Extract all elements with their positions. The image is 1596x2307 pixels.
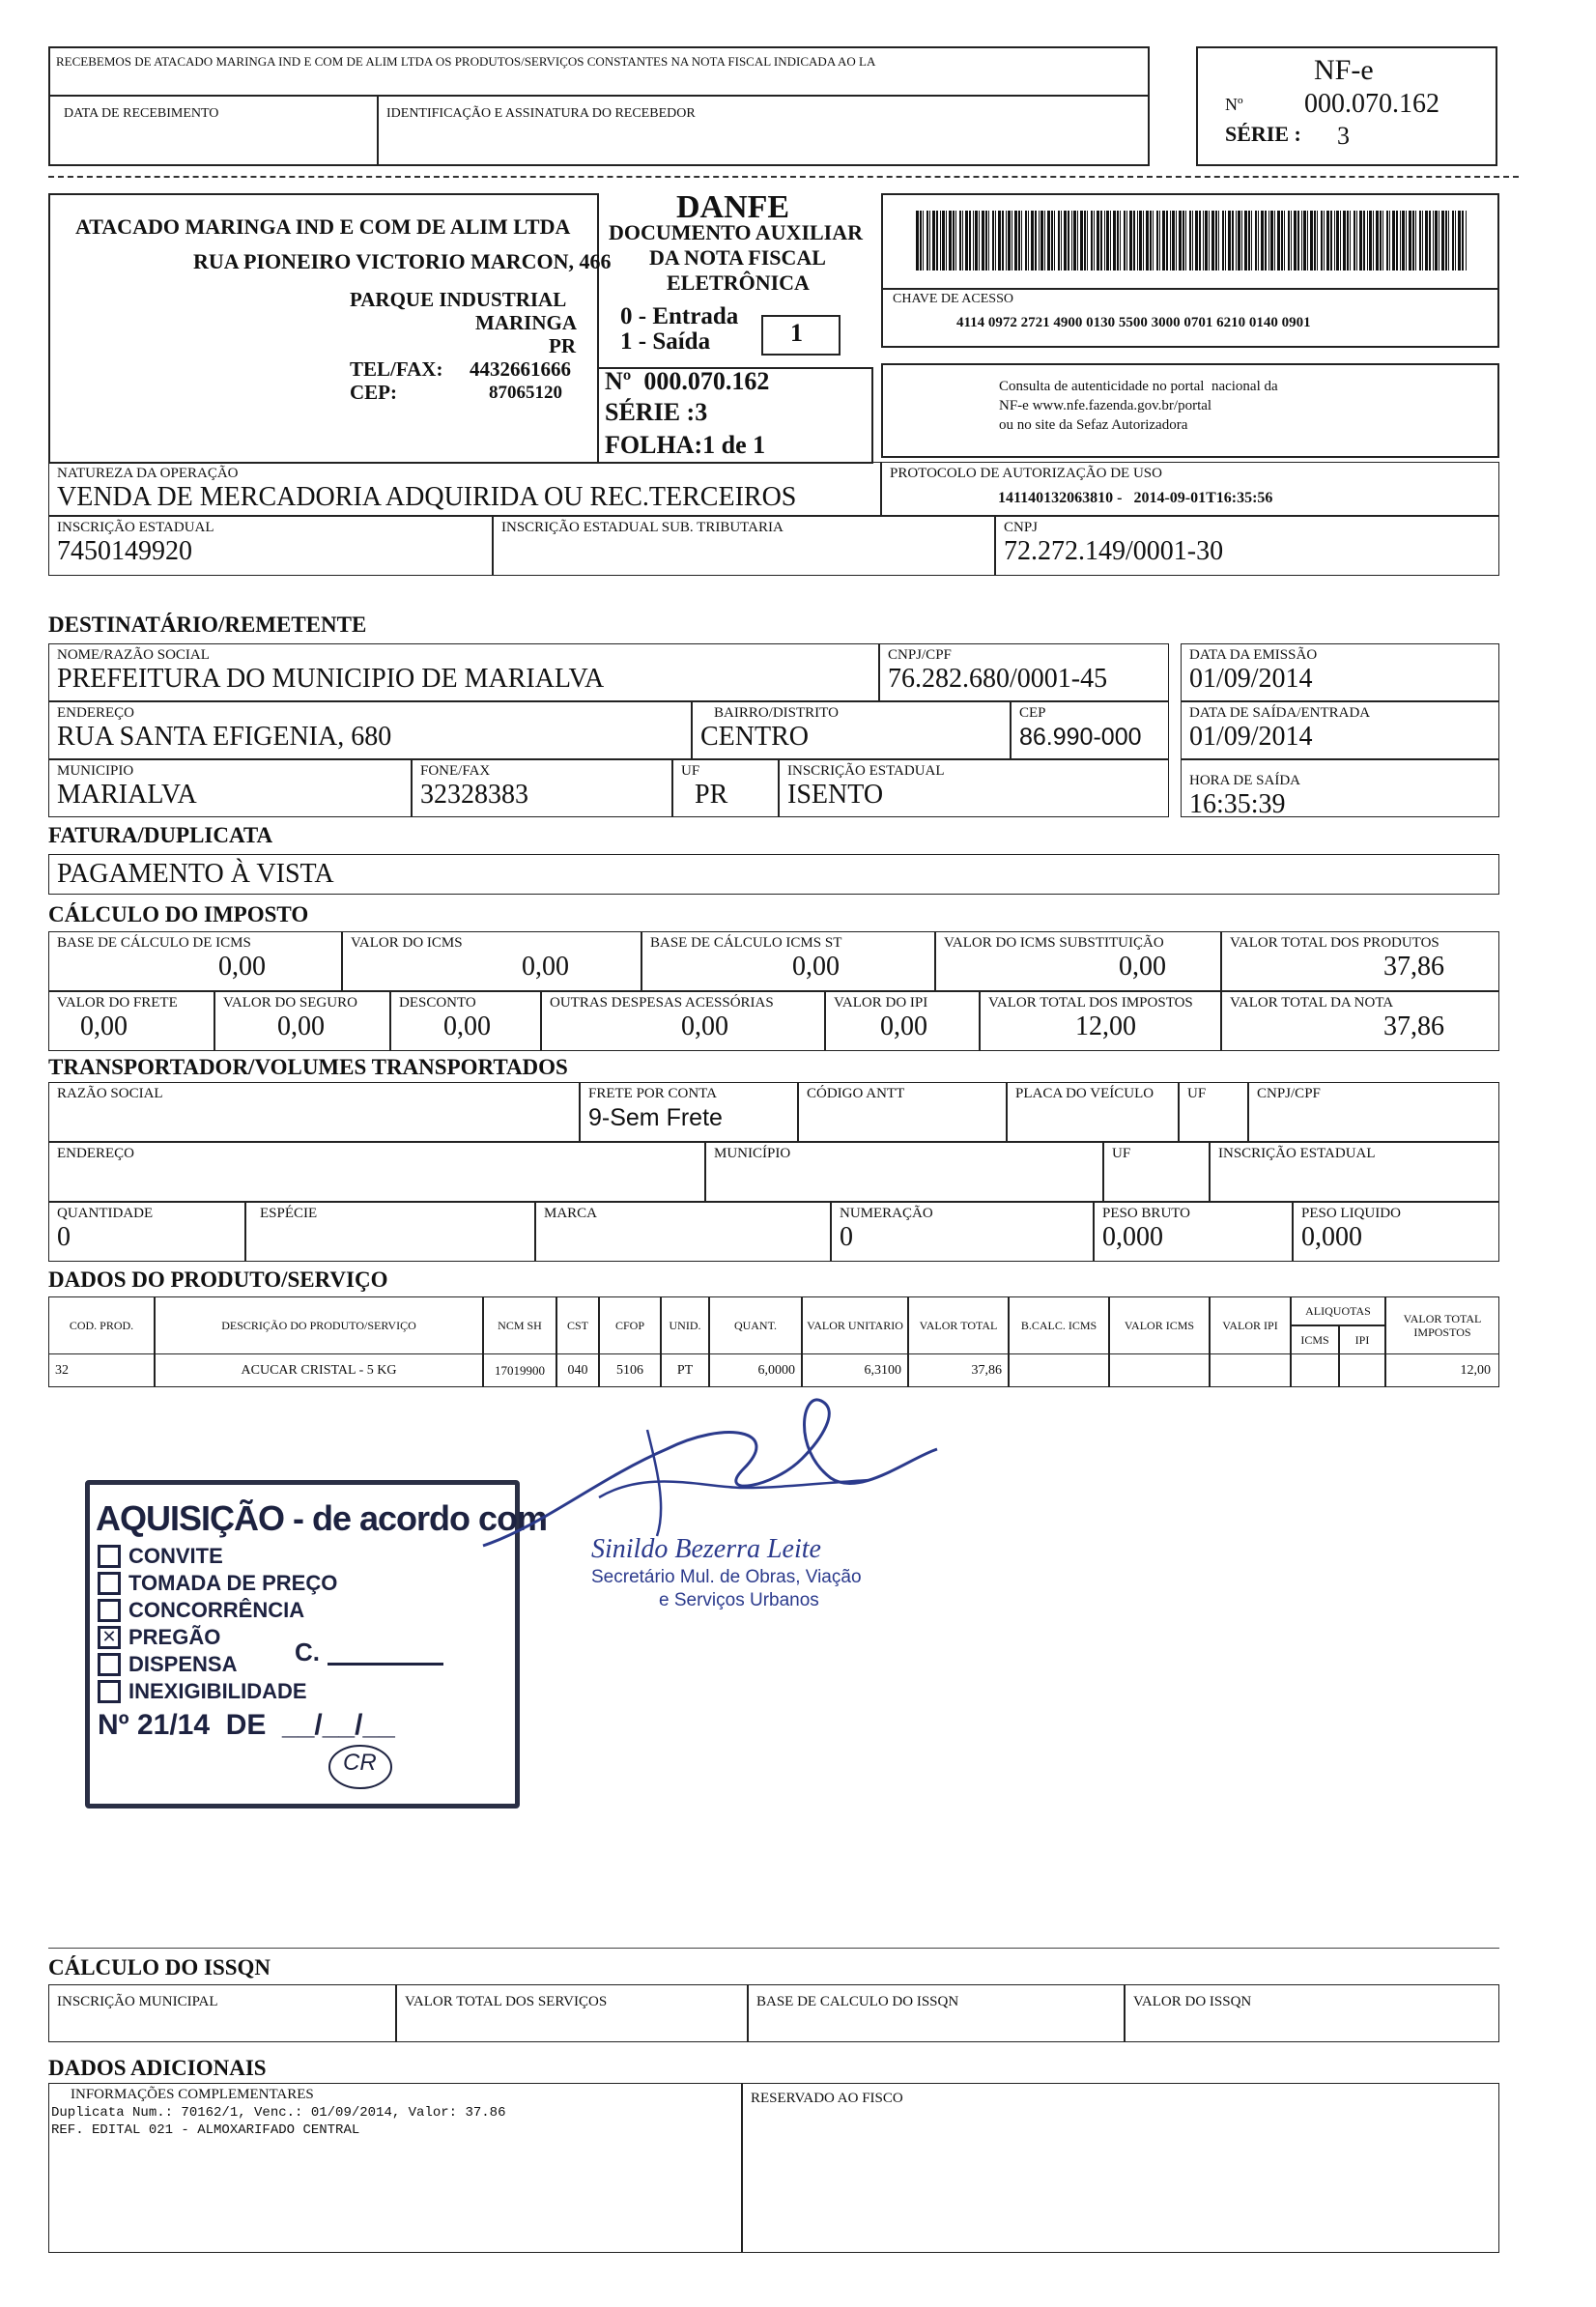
dest-nome-cell [48,643,879,701]
issqn-bc-cell [748,1984,1125,2042]
canhoto-divider [48,95,1150,97]
transp-marca-cell [535,1202,831,1262]
outras-cell [541,991,825,1051]
dest-emissao: 01/09/2014 [1189,664,1313,694]
signature-scribble [454,1391,956,1555]
fatura-section-title: FATURA/DUPLICATA [48,823,273,847]
transp-peso-bruto-label: PESO BRUTO [1102,1206,1190,1221]
frete-cell [48,991,214,1051]
danfe-tipo: 1 [790,319,803,347]
hdr-aliq: ALIQUOTAS [1291,1296,1385,1325]
danfe-box-line [599,367,873,464]
reservado-fisco-cell [742,2083,1499,2253]
ie-value: 7450149920 [57,536,192,566]
transp-uf2-label: UF [1112,1146,1131,1161]
dest-cnpj-cell [879,643,1169,701]
transp-frete-cell [580,1082,798,1142]
tot-nota-cell [1221,991,1499,1051]
desconto-label: DESCONTO [399,995,476,1011]
transp-peso-liq: 0,000 [1301,1222,1362,1252]
stamp-options [98,1543,337,1705]
checkbox-icon [98,1680,121,1703]
dest-bairro: CENTRO [700,722,809,752]
destinatario-section-title: DESTINATÁRIO/REMETENTE [48,612,367,637]
hdr-desc: DESCRIÇÃO DO PRODUTO/SERVIÇO [155,1296,483,1354]
v-prod-cell [1221,931,1499,991]
danfe-saida: 1 - Saída [620,328,711,355]
bc-icms: 0,00 [218,952,266,982]
imposto-section-title: CÁLCULO DO IMPOSTO [48,902,309,926]
hdr-cfop: CFOP [599,1296,661,1354]
dest-saida-cell [1181,701,1499,759]
natureza-value: VENDA DE MERCADORIA ADQUIRIDA OU REC.TERCEIROS [57,482,797,512]
tot-imp: 12,00 [1075,1011,1136,1041]
dest-fone-label: FONE/FAX [420,763,491,779]
barcode-divider [881,288,1499,290]
emitente-cidade: MARINGA [475,311,577,334]
transp-numeracao: 0 [840,1222,853,1252]
cut-line [48,176,1519,178]
dest-uf: PR [695,780,728,810]
row-vipi [1210,1354,1291,1387]
hdr-unid: UNID. [661,1296,709,1354]
seguro: 0,00 [277,1011,325,1041]
tot-imp-cell [980,991,1221,1051]
issqn-top-line [48,1948,1499,1949]
stamp-option-label: PREGÃO [128,1625,221,1649]
transp-especie-label: ESPÉCIE [260,1206,318,1221]
transp-numeracao-label: NUMERAÇÃO [840,1206,933,1221]
v-st-label: VALOR DO ICMS SUBSTITUIÇÃO [944,935,1164,951]
v-icms: 0,00 [522,952,569,982]
v-icms-label: VALOR DO ICMS [351,935,463,951]
stamp-initials: CR [343,1750,377,1776]
v-icms-cell [342,931,641,991]
emitente-telfax: 4432661666 [470,357,571,381]
bc-st: 0,00 [792,952,840,982]
signatory-role-1: Secretário Mul. de Obras, Viação [591,1567,862,1587]
hdr-cst: CST [556,1296,599,1354]
consulta-line1: Consulta de autenticidade no portal nacional da [999,379,1278,394]
tot-nota: 37,86 [1383,1011,1444,1041]
dest-uf-cell [672,759,779,817]
transp-peso-liq-label: PESO LIQUIDO [1301,1206,1401,1221]
outras-label: OUTRAS DESPESAS ACESSÓRIAS [550,995,774,1011]
chave-value: 4114 0972 2721 4900 0130 5500 3000 0701 6210 0140 0901 [956,315,1311,330]
v-prod-label: VALOR TOTAL DOS PRODUTOS [1230,935,1439,951]
fatura-value: PAGAMENTO À VISTA [57,859,334,889]
cnpj-cell [995,516,1499,576]
dest-endereco-cell [48,701,692,759]
stamp-c-label: C. [295,1638,320,1666]
dest-cep: 86.990-000 [1019,724,1142,751]
transp-razao-cell [48,1082,580,1142]
dest-ie-cell [779,759,1169,817]
v-st: 0,00 [1119,952,1166,982]
ie-label: INSCRIÇÃO ESTADUAL [57,520,214,535]
row-aliq-ipi [1339,1354,1385,1387]
consulta-line3: ou no site da Sefaz Autorizadora [999,417,1188,433]
row-ncm: 17019900 [483,1354,556,1387]
stamp-title: AQUISIÇÃO - de acordo com [96,1498,548,1538]
hdr-vunit: VALOR UNITARIO [802,1296,908,1354]
info-complementares-label: INFORMAÇÕES COMPLEMENTARES [71,2087,314,2102]
row-quant: 6,0000 [709,1354,802,1387]
produtos-section-title: DADOS DO PRODUTO/SERVIÇO [48,1267,388,1292]
stamp-option [98,1543,337,1570]
transp-especie-cell [245,1202,535,1262]
chave-label: CHAVE DE ACESSO [893,292,1013,306]
signatory-role-2: e Serviços Urbanos [659,1590,819,1610]
bc-icms-label: BASE DE CÁLCULO DE ICMS [57,935,251,951]
row-desc: ACUCAR CRISTAL - 5 KG [155,1354,483,1387]
row-vtotal: 37,86 [908,1354,1009,1387]
ipi: 0,00 [880,1011,927,1041]
row-cfop: 5106 [599,1354,661,1387]
consulta-line2: NF-e www.nfe.fazenda.gov.br/portal [999,398,1212,413]
nfe-num: 000.070.162 [1304,89,1439,119]
stamp-option-label: TOMADA DE PREÇO [128,1571,338,1595]
transp-cnpj-cell [1248,1082,1499,1142]
danfe-numero: Nº 000.070.162 [605,367,770,395]
transp-uf-cell [1179,1082,1248,1142]
transp-razao-label: RAZÃO SOCIAL [57,1086,163,1101]
hdr-ncm: NCM SH [483,1296,556,1354]
transp-qtd-label: QUANTIDADE [57,1206,154,1221]
dest-saida-label: DATA DE SAÍDA/ENTRADA [1189,705,1371,721]
dest-uf-label: UF [681,763,700,779]
hdr-cod: COD. PROD. [48,1296,155,1354]
natureza-cell [48,462,881,516]
issqn-v-cell [1125,1984,1499,2042]
ipi-label: VALOR DO IPI [834,995,928,1011]
hdr-quant: QUANT. [709,1296,802,1354]
dest-ie: ISENTO [787,780,884,810]
dest-hora: 16:35:39 [1189,789,1286,819]
nfe-title: NF-e [1314,54,1374,86]
seguro-label: VALOR DO SEGURO [223,995,357,1011]
dest-endereco-label: ENDEREÇO [57,705,134,721]
hdr-vicms: VALOR ICMS [1109,1296,1210,1354]
emitente-cep: 87065120 [489,383,562,403]
checked-box-icon: ✕ [98,1626,121,1649]
dest-emissao-label: DATA DA EMISSÃO [1189,647,1318,663]
emitente-uf: PR [549,334,576,357]
checkbox-icon [98,1599,121,1622]
canhoto-text: RECEBEMOS DE ATACADO MARINGA IND E COM DE ALIM LTDA OS PRODUTOS/SERVIÇOS CONSTANTES NA NOTA FISCAL INDICADA AO LA [56,54,876,69]
bc-st-cell [641,931,935,991]
stamp-option-label: DISPENSA [128,1652,238,1676]
emitente-telfax-label: TEL/FAX: [350,357,443,381]
stamp-option-label: CONCORRÊNCIA [128,1598,305,1622]
transp-marca-label: MARCA [544,1206,598,1221]
row-bcalc [1009,1354,1109,1387]
info-complementares-cell [48,2083,742,2253]
dest-cnpj-label: CNPJ/CPF [888,647,952,663]
row-unid: PT [661,1354,709,1387]
transp-ie-label: INSCRIÇÃO ESTADUAL [1218,1146,1376,1161]
transp-frete-label: FRETE POR CONTA [588,1086,717,1101]
issqn-vserv-label: VALOR TOTAL DOS SERVIÇOS [405,1994,608,2009]
emitente-rua: RUA PIONEIRO VICTORIO MARCON, 466 [193,249,612,273]
hdr-vipi: VALOR IPI [1210,1296,1291,1354]
dest-saida: 01/09/2014 [1189,722,1313,752]
stamp-numero: Nº 21/14 DE __/__/__ [98,1709,395,1741]
ie-st-cell [493,516,995,576]
stamp-c-line [328,1663,443,1666]
transp-uf-label: UF [1187,1086,1207,1101]
transp-cnpj-label: CNPJ/CPF [1257,1086,1321,1101]
issqn-bc-label: BASE DE CALCULO DO ISSQN [756,1994,959,2009]
dest-endereco: RUA SANTA EFIGENIA, 680 [57,722,392,752]
stamp-option-label: CONVITE [128,1544,223,1568]
transp-endereco-cell [48,1142,705,1202]
access-key-barcode [916,211,1467,271]
canhoto-divider-v [377,95,379,166]
frete: 0,00 [80,1011,128,1041]
bc-st-label: BASE DE CÁLCULO ICMS ST [650,935,842,951]
stamp-option [98,1678,337,1705]
transp-endereco-label: ENDEREÇO [57,1146,134,1161]
row-vtotimp: 12,00 [1385,1354,1499,1387]
nfe-serie-label: SÉRIE : [1225,122,1301,146]
v-prod: 37,86 [1383,952,1444,982]
data-recebimento-label: DATA DE RECEBIMENTO [64,106,219,121]
hdr-aliq-icms: ICMS [1291,1325,1339,1354]
dest-fone-cell [412,759,672,817]
hdr-bcalc: B.CALC. ICMS [1009,1296,1109,1354]
danfe-line3: ELETRÔNICA [667,271,810,295]
dest-nome: PREFEITURA DO MUNICIPIO DE MARIALVA [57,664,605,694]
stamp-option-label: INEXIGIBILIDADE [128,1679,307,1703]
hdr-vtotimp: VALOR TOTAL IMPOSTOS [1385,1296,1499,1354]
cnpj-value: 72.272.149/0001-30 [1004,536,1224,566]
issqn-im-cell [48,1984,396,2042]
emitente-bairro: PARQUE INDUSTRIAL [350,288,567,311]
stamp-option [98,1570,337,1597]
dest-municipio: MARIALVA [57,780,197,810]
transp-municipio-label: MUNICÍPIO [714,1146,791,1161]
dest-bairro-label: BAIRRO/DISTRITO [714,705,839,721]
emitente-cep-label: CEP: [350,381,397,404]
danfe-entrada: 0 - Entrada [620,303,739,329]
checkbox-icon [98,1653,121,1676]
nfe-serie: 3 [1337,122,1350,150]
danfe-title: DANFE [676,189,790,225]
cnpj-label: CNPJ [1004,520,1039,535]
transp-peso-bruto-cell [1094,1202,1293,1262]
transp-uf2-cell [1103,1142,1210,1202]
dest-emissao-cell [1181,643,1499,701]
transp-peso-bruto: 0,000 [1102,1222,1163,1252]
row-vunit: 6,3100 [802,1354,908,1387]
ipi-cell [825,991,980,1051]
transportador-section-title: TRANSPORTADOR/VOLUMES TRANSPORTADOS [48,1055,568,1079]
tot-nota-label: VALOR TOTAL DA NOTA [1230,995,1394,1011]
adicionais-section-title: DADOS ADICIONAIS [48,2056,267,2080]
desconto-cell [390,991,541,1051]
v-st-cell [935,931,1221,991]
transp-qtd-cell [48,1202,245,1262]
row-cod: 32 [48,1354,155,1387]
protocolo-label: PROTOCOLO DE AUTORIZAÇÃO DE USO [890,466,1162,481]
ie-cell [48,516,493,576]
frete-label: VALOR DO FRETE [57,995,178,1011]
issqn-v-label: VALOR DO ISSQN [1133,1994,1252,2009]
stamp-option [98,1597,337,1624]
fatura-cell [48,854,1499,895]
issqn-im-label: INSCRIÇÃO MUNICIPAL [57,1994,218,2009]
reservado-fisco-label: RESERVADO AO FISCO [751,2091,903,2106]
transp-ie-cell [1210,1142,1499,1202]
hdr-aliq-ipi: IPI [1339,1325,1385,1354]
danfe-folha: FOLHA:1 de 1 [605,431,766,459]
dest-hora-cell [1181,759,1499,817]
transp-antt-cell [798,1082,1007,1142]
issqn-vserv-cell [396,1984,748,2042]
checkbox-icon [98,1545,121,1568]
natureza-label: NATUREZA DA OPERAÇÃO [57,466,239,481]
transp-antt-label: CÓDIGO ANTT [807,1086,905,1101]
ie-st-label: INSCRIÇÃO ESTADUAL SUB. TRIBUTARIA [501,520,784,535]
row-cst: 040 [556,1354,599,1387]
row-vicms [1109,1354,1210,1387]
protocolo-value: 141140132063810 - 2014-09-01T16:35:56 [998,490,1273,506]
desconto: 0,00 [443,1011,491,1041]
emitente-nome: ATACADO MARINGA IND E COM DE ALIM LTDA [75,214,571,239]
transp-municipio-cell [705,1142,1103,1202]
hdr-vtotal: VALOR TOTAL [908,1296,1009,1354]
signatory-name: Sinildo Bezerra Leite [591,1534,821,1564]
danfe-line2: DA NOTA FISCAL [649,245,826,270]
transp-frete: 9-Sem Frete [588,1104,723,1131]
transp-qtd: 0 [57,1222,71,1252]
tot-imp-label: VALOR TOTAL DOS IMPOSTOS [988,995,1193,1011]
transp-numeracao-cell [831,1202,1094,1262]
dest-bairro-cell [692,701,1011,759]
outras: 0,00 [681,1011,728,1041]
protocolo-cell [881,462,1499,516]
transp-placa-cell [1007,1082,1179,1142]
transp-peso-liq-cell [1293,1202,1499,1262]
transp-placa-label: PLACA DO VEÍCULO [1015,1086,1154,1101]
danfe-serie: SÉRIE :3 [605,398,708,426]
identificacao-label: IDENTIFICAÇÃO E ASSINATURA DO RECEBEDOR [386,106,696,121]
dest-cep-label: CEP [1019,705,1046,721]
info-line-2: REF. EDITAL 021 - ALMOXARIFADO CENTRAL [51,2122,360,2138]
dest-municipio-cell [48,759,412,817]
checkbox-icon [98,1572,121,1595]
dest-ie-label: INSCRIÇÃO ESTADUAL [787,763,945,779]
dest-hora-label: HORA DE SAÍDA [1189,773,1301,788]
nfe-num-label: Nº [1225,95,1243,114]
issqn-section-title: CÁLCULO DO ISSQN [48,1955,271,1979]
dest-nome-label: NOME/RAZÃO SOCIAL [57,647,210,663]
dest-cep-cell [1011,701,1169,759]
dest-municipio-label: MUNICIPIO [57,763,134,779]
dest-cnpj: 76.282.680/0001-45 [888,664,1108,694]
row-aliq-icms [1291,1354,1339,1387]
bc-icms-cell [48,931,342,991]
dest-fone: 32328383 [420,780,528,810]
info-line-1: Duplicata Num.: 70162/1, Venc.: 01/09/2014, Valor: 37.86 [51,2105,506,2121]
seguro-cell [214,991,390,1051]
danfe-line1: DOCUMENTO AUXILIAR [609,220,864,244]
